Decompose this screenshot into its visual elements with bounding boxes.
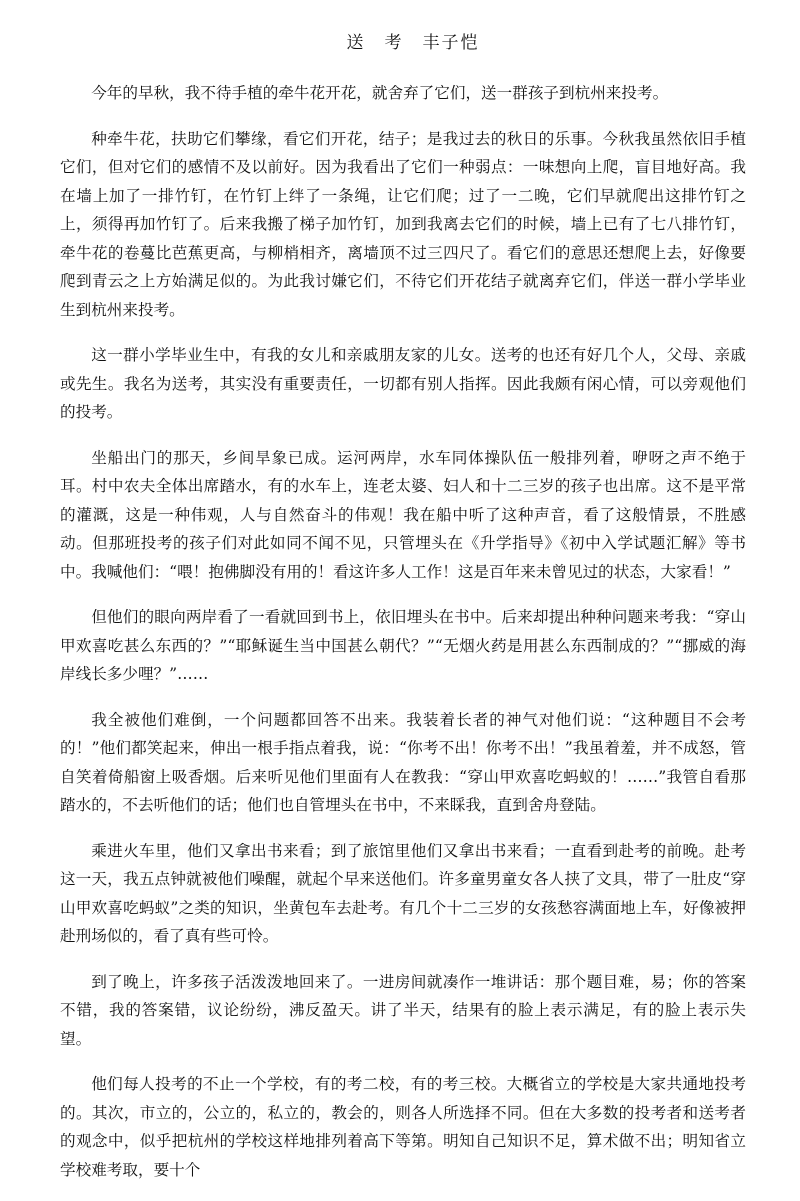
paragraph-6: 我全被他们难倒，一个问题都回答不出来。我装着长者的神气对他们说：“这种题目不会考的！”他们都笑起来，伸出一根手指点着我，说：“你考不出！你考不出！”我虽着羞，并不成怒，管自笑着倚船窗上吸香烟。后来听见他们里面有人在教我：“穿山甲欢喜吃蚂蚁的！……”我管自看那踏水的，不去听他们的话；他们也自管埋头在书中，不来睬我，直到舍舟登陆。 bbox=[60, 710, 746, 814]
paragraph-2: 种牵牛花，扶助它们攀缘，看它们开花，结子；是我过去的秋日的乐事。今秋我虽然依旧手植它们，但对它们的感情不及以前好。因为我看出了它们一种弱点：一味想向上爬，盲目地好高。我在墙上加了一排竹钉，在竹钉上绊了一条绳，让它们爬；过了一二晚，它们早就爬出这排竹钉之上，须得再加竹钉了。后来我搬了梯子加竹钉，加到我离去它们的时候，墙上已有了七八排竹钉，牵牛花的卷蔓比芭蕉更高，与柳梢相齐，离墙顶不过三四尺了。看它们的意思还想爬上去，好像要爬到青云之上方始满足似的。为此我讨嫌它们，不待它们开花结子就离弃它们，伴送一群小学毕业生到杭州来投考。 bbox=[60, 129, 746, 319]
paragraph-8: 到了晚上，许多孩子活泼泼地回来了。一进房间就凑作一堆讲话：那个题目难，易；你的答案不错，我的答案错，议论纷纷，沸反盈天。讲了半天，结果有的脸上表示满足，有的脸上表示失望。 bbox=[60, 972, 746, 1048]
paragraph-9: 他们每人投考的不止一个学校，有的考二校，有的考三校。大概省立的学校是大家共通地投考的。其次，市立的，公立的，私立的，教会的，则各人所选择不同。但在大多数的投考者和送考者的观念中，似乎把杭州的学校这样地排列着高下等第。明知自己知识不足，算术做不出；明知省立学校难考取，要十个 bbox=[60, 1075, 746, 1179]
paragraph-4: 坐船出门的那天，乡间旱象已成。运河两岸，水车同体操队伍一般排列着，咿呀之声不绝于耳。村中农夫全体出席踏水，有的水车上，连老太婆、妇人和十二三岁的孩子也出席。这不是平常的灌溉，这是一种伟观，人与自然奋斗的伟观！我在船中听了这种声音，看了这般情景，不胜感动。但那班投考的孩子们对此如同不闻不见，只管埋头在《升学指导》《初中入学试题汇解》等书中。我喊他们：“喂！抱佛脚没有用的！看这许多人工作！这是百年来未曾见过的状态，大家看！” bbox=[60, 448, 746, 581]
paragraph-1: 今年的早秋，我不待手植的牵牛花开花，就舍弃了它们，送一群孩子到杭州来投考。 bbox=[91, 84, 669, 102]
paragraph-7: 乘进火车里，他们又拿出书来看；到了旅馆里他们又拿出书来看；一直看到赴考的前晚。赴考这一天，我五点钟就被他们噪醒，就起个早来送他们。许多童男童女各人挟了文具，带了一肚皮“穿山甲欢喜吃蚂蚁”之类的知识，坐黄包车去赴考。有几个十二三岁的女孩愁容满面地上车，好像被押赴刑场似的，看了真有些可怜。 bbox=[60, 841, 746, 945]
page-title: 送 考 丰子恺 bbox=[346, 33, 480, 53]
paragraph-3: 这一群小学毕业生中，有我的女儿和亲戚朋友家的儿女。送考的也还有好几个人，父母、亲戚或先生。我名为送考，其实没有重要责任，一切都有别人指挥。因此我颇有闲心情，可以旁观他们的投考。 bbox=[60, 346, 746, 421]
paragraph-5: 但他们的眼向两岸看了一看就回到书上，依旧埋头在书中。后来却提出种种问题来考我：“穿山甲欢喜吃甚么东西的？”“耶稣诞生当中国甚么朝代？”“无烟火药是用甚么东西制成的？”“挪威的海岸线长多少哩？”…… bbox=[60, 608, 746, 683]
document-page bbox=[60, 28, 746, 1201]
